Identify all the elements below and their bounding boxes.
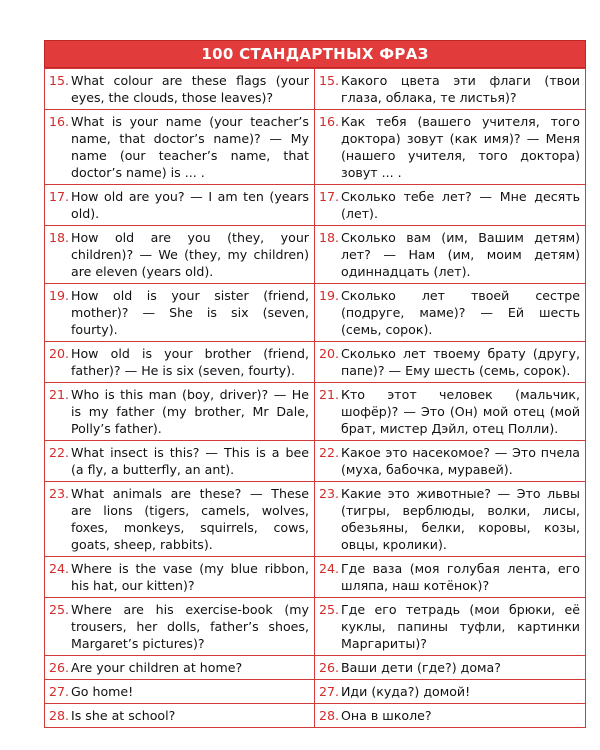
table-row xyxy=(45,225,585,283)
phrase-number: 24. xyxy=(319,561,340,576)
phrase-number: 16. xyxy=(49,114,70,129)
page-title: 100 СТАНДАРТНЫХ ФРАЗ xyxy=(44,40,586,68)
phrase-table xyxy=(44,68,586,728)
russian-phrase: Сколько лет твоей сестре (подруге, маме)? — Ей шесть (семь, сорок). xyxy=(341,288,580,337)
russian-cell xyxy=(315,185,585,225)
english-cell xyxy=(45,557,315,597)
russian-phrase: Как тебя (вашего учителя, того доктора) зовут (как имя)? — Меня (нашего учителя, того доктора) зовут ... . xyxy=(341,114,580,180)
english-phrase: What insect is this? — This is a bee (a fly, a butterfly, an ant). xyxy=(71,445,309,477)
english-phrase: What colour are these flags (your eyes, the clouds, those leaves)? xyxy=(71,73,309,105)
english-cell xyxy=(45,226,315,283)
english-cell xyxy=(45,656,315,679)
table-row xyxy=(45,184,585,225)
russian-cell xyxy=(315,482,585,556)
phrase-number: 19. xyxy=(319,288,340,303)
english-cell xyxy=(45,383,315,440)
english-cell xyxy=(45,110,315,184)
phrase-number: 25. xyxy=(319,602,340,617)
phrase-number: 26. xyxy=(319,660,340,675)
english-cell xyxy=(45,185,315,225)
english-phrase: Who is this man (boy, driver)? — He is my father (my brother, Mr Dale, Polly’s father). xyxy=(71,387,309,436)
english-cell xyxy=(45,482,315,556)
phrase-number: 22. xyxy=(319,445,340,460)
russian-phrase: Сколько тебе лет? — Мне десять (лет). xyxy=(341,189,580,221)
russian-cell xyxy=(315,110,585,184)
russian-cell xyxy=(315,284,585,341)
english-phrase: Are your children at home? xyxy=(71,660,243,675)
english-phrase: What is your name (your teacher’s name, that doctor’s name)? — My name (our teacher’s name, that doctor’s name) is ... . xyxy=(71,114,309,180)
english-cell xyxy=(45,680,315,703)
russian-phrase: Какие это животные? — Это львы (тигры, верблюды, волки, лисы, обезьяны, белки, коровы, козы, овцы, кролики). xyxy=(341,486,580,552)
phrase-number: 22. xyxy=(49,445,70,460)
russian-cell xyxy=(315,704,585,727)
english-phrase: Where is the vase (my blue ribbon, his hat, our kitten)? xyxy=(71,561,309,593)
table-row xyxy=(45,655,585,679)
phrase-number: 23. xyxy=(319,486,340,501)
russian-cell xyxy=(315,69,585,109)
russian-cell xyxy=(315,557,585,597)
table-row xyxy=(45,382,585,440)
english-phrase: How old are you (they, your children)? — We (they, my children) are eleven (years old). xyxy=(71,230,309,279)
english-phrase: Go home! xyxy=(71,684,134,699)
table-row xyxy=(45,440,585,481)
english-phrase: How old is your sister (friend, mother)? — She is six (seven, fourty). xyxy=(71,288,309,337)
phrase-number: 23. xyxy=(49,486,70,501)
table-row xyxy=(45,556,585,597)
russian-phrase: Сколько вам (им, Вашим детям) лет? — Нам (им, моим детям) одиннадцать (лет). xyxy=(341,230,580,279)
phrase-number: 25. xyxy=(49,602,70,617)
phrase-sheet xyxy=(44,40,586,728)
phrase-number: 15. xyxy=(319,73,340,88)
phrase-number: 24. xyxy=(49,561,70,576)
phrase-number: 20. xyxy=(319,346,340,361)
russian-cell xyxy=(315,226,585,283)
phrase-number: 17. xyxy=(319,189,340,204)
russian-phrase: Сколько лет твоему брату (другу, папе)? — Ему шесть (семь, сорок). xyxy=(341,346,580,378)
phrase-number: 16. xyxy=(319,114,340,129)
russian-phrase: Иди (куда?) домой! xyxy=(341,684,471,699)
russian-phrase: Где ваза (моя голубая лента, его шляпа, наш котёнок)? xyxy=(341,561,580,593)
table-row xyxy=(45,283,585,341)
russian-cell xyxy=(315,342,585,382)
english-cell xyxy=(45,342,315,382)
phrase-number: 15. xyxy=(49,73,70,88)
russian-phrase: Какое это насекомое? — Это пчела (муха, бабочка, муравей). xyxy=(341,445,580,477)
table-row xyxy=(45,481,585,556)
russian-phrase: Какого цвета эти флаги (твои глаза, облака, те листья)? xyxy=(341,73,580,105)
table-row xyxy=(45,703,585,727)
phrase-number: 28. xyxy=(319,708,340,723)
english-phrase: How old is your brother (friend, father)? — He is six (seven, fourty). xyxy=(71,346,309,378)
table-row xyxy=(45,109,585,184)
russian-cell xyxy=(315,598,585,655)
phrase-number: 19. xyxy=(49,288,70,303)
table-row xyxy=(45,341,585,382)
russian-phrase: Она в школе? xyxy=(341,708,432,723)
phrase-number: 18. xyxy=(49,230,70,245)
phrase-number: 17. xyxy=(49,189,70,204)
table-row xyxy=(45,597,585,655)
english-phrase: How old are you? — I am ten (years old). xyxy=(71,189,309,221)
english-cell xyxy=(45,598,315,655)
phrase-number: 21. xyxy=(319,387,340,402)
phrase-number: 18. xyxy=(319,230,340,245)
table-row xyxy=(45,679,585,703)
phrase-number: 20. xyxy=(49,346,70,361)
russian-phrase: Кто этот человек (мальчик, шофёр)? — Это (Он) мой отец (мой брат, мистер Дэйл, отец Полли). xyxy=(341,387,580,436)
english-cell xyxy=(45,284,315,341)
phrase-number: 21. xyxy=(49,387,70,402)
english-cell xyxy=(45,69,315,109)
table-row xyxy=(45,68,585,109)
russian-phrase: Ваши дети (где?) дома? xyxy=(341,660,501,675)
english-phrase: Is she at school? xyxy=(71,708,176,723)
english-cell xyxy=(45,704,315,727)
russian-cell xyxy=(315,680,585,703)
english-cell xyxy=(45,441,315,481)
english-phrase: What animals are these? — These are lions (tigers, camels, wolves, foxes, monkeys, squirrels, cows, goats, sheep, rabbits). xyxy=(71,486,309,552)
phrase-number: 27. xyxy=(319,684,340,699)
phrase-number: 27. xyxy=(49,684,70,699)
russian-cell xyxy=(315,441,585,481)
russian-cell xyxy=(315,656,585,679)
phrase-number: 28. xyxy=(49,708,70,723)
russian-phrase: Где его тетрадь (мои брюки, её куклы, папины туфли, картинки Маргариты)? xyxy=(341,602,580,651)
english-phrase: Where are his exercise-book (my trousers, her dolls, father’s shoes, Margaret’s pictures)? xyxy=(71,602,309,651)
phrase-number: 26. xyxy=(49,660,70,675)
russian-cell xyxy=(315,383,585,440)
